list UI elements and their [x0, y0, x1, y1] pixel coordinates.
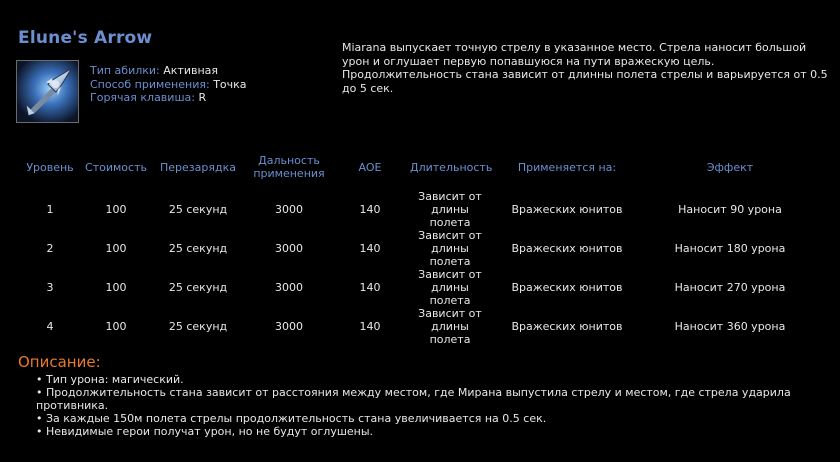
cell-aoe: 140 — [359, 242, 381, 255]
cell-range: 3000 — [275, 203, 303, 216]
cell-targets: Вражеских юнитов — [511, 242, 623, 255]
header-range: Дальность применения — [253, 154, 325, 180]
cell-cost: 100 — [105, 281, 127, 294]
cell-level: 2 — [46, 242, 54, 255]
list-item: • За каждые 150м полета стрелы продолжительность стана увеличивается на 0.5 сек. — [36, 412, 816, 425]
cell-level: 3 — [46, 281, 54, 294]
table-row — [18, 307, 818, 346]
meta-type: Тип абилки: Активная — [90, 64, 219, 77]
description-title: Описание: — [18, 353, 101, 371]
cell-effect: Наносит 360 урона — [674, 320, 786, 333]
cell-range: 3000 — [275, 242, 303, 255]
ability-title: Elune's Arrow — [18, 28, 153, 48]
ability-summary: Miarana выпускает точную стрелу в указанное место. Стрела наносит большой урон и оглушает первую попавшуюся на пути вражескую цель. Продолжительность стана зависит от длинны полета стрелы и варьируется от 0.5 до 5 сек. — [342, 41, 828, 95]
header-cost: Стоимость — [85, 160, 147, 174]
cell-cost: 100 — [105, 203, 127, 216]
cell-level: 1 — [46, 203, 54, 216]
list-item: • Невидимые герои получат урон, но не будут оглушены. — [36, 425, 816, 438]
cell-targets: Вражеских юнитов — [511, 281, 623, 294]
list-item: • Тип урона: магический. — [36, 373, 816, 386]
header-level: Уровень — [26, 160, 74, 174]
ability-stats-table — [18, 150, 818, 346]
cell-level: 4 — [46, 320, 54, 333]
cell-aoe: 140 — [359, 320, 381, 333]
description-list — [36, 373, 816, 438]
cell-cooldown: 25 секунд — [168, 242, 228, 255]
header-cooldown: Перезарядка — [160, 160, 236, 174]
cell-effect: Наносит 90 урона — [678, 203, 782, 216]
cell-duration: Зависит от длины полета — [418, 190, 482, 229]
table-row — [18, 190, 818, 229]
header-aoe: AOE — [358, 160, 382, 174]
cell-cost: 100 — [105, 242, 127, 255]
list-item: • Продолжительность стана зависит от расстояния между местом, где Мирана выпустила стрелу и местом, где стрела ударила противника. — [36, 386, 816, 412]
cell-effect: Наносит 270 урона — [674, 281, 786, 294]
cell-range: 3000 — [275, 320, 303, 333]
cell-aoe: 140 — [359, 281, 381, 294]
cell-cooldown: 25 секунд — [168, 281, 228, 294]
meta-hotkey: Горячая клавиша: R — [90, 91, 207, 104]
cell-targets: Вражеских юнитов — [511, 320, 623, 333]
header-effect: Эффект — [706, 160, 754, 174]
header-duration: Длительность — [410, 160, 493, 174]
cell-aoe: 140 — [359, 203, 381, 216]
cell-cooldown: 25 секунд — [168, 320, 228, 333]
cell-duration: Зависит от длины полета — [418, 268, 482, 307]
ability-meta — [90, 64, 247, 105]
cell-cooldown: 25 секунд — [168, 203, 228, 216]
header-targets: Применяется на: — [517, 160, 617, 174]
cell-duration: Зависит от длины полета — [418, 307, 482, 346]
cell-range: 3000 — [275, 281, 303, 294]
table-row — [18, 229, 818, 268]
meta-cast: Способ применения: Точка — [90, 77, 247, 91]
cell-targets: Вражеских юнитов — [511, 203, 623, 216]
cell-effect: Наносит 180 урона — [674, 242, 786, 255]
cell-duration: Зависит от длины полета — [418, 229, 482, 268]
cell-cost: 100 — [105, 320, 127, 333]
table-row — [18, 268, 818, 307]
arrow-icon — [16, 60, 79, 123]
table-header-row — [18, 150, 818, 184]
